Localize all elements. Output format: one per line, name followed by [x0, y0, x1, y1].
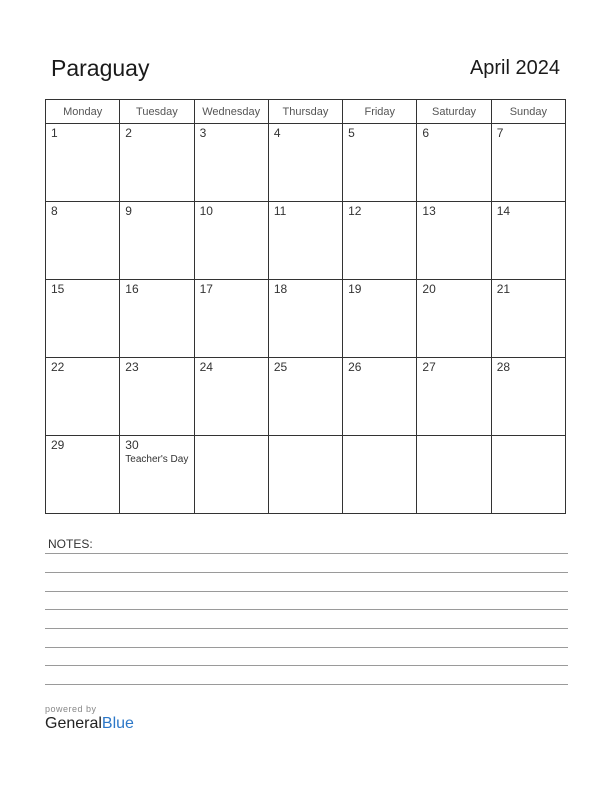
day-cell: [268, 280, 342, 358]
day-number: 7: [496, 126, 504, 140]
calendar-week-row: [46, 358, 566, 436]
weekday-tuesday: Tuesday: [120, 100, 194, 124]
day-cell: [268, 202, 342, 280]
day-number: 17: [199, 282, 213, 296]
weekday-thursday: Thursday: [268, 100, 342, 124]
day-cell: [417, 358, 491, 436]
day-number: 1: [51, 126, 58, 140]
weekday-header-row: [46, 100, 566, 124]
weekday-saturday: Saturday: [417, 100, 491, 124]
logo-general: General: [45, 715, 102, 732]
brand-footer: [45, 704, 134, 733]
day-cell: [46, 280, 120, 358]
day-number: 13: [422, 204, 436, 218]
day-cell: [120, 436, 194, 514]
day-number: 6: [422, 126, 430, 140]
day-number: 29: [51, 438, 65, 452]
day-number: 30: [125, 438, 139, 452]
day-cell: [120, 124, 194, 202]
day-cell: [343, 124, 417, 202]
day-cell: [194, 280, 268, 358]
day-cell: [491, 280, 565, 358]
day-number: 14: [496, 204, 511, 218]
day-number: 8: [51, 204, 58, 218]
day-number: 12: [348, 204, 362, 218]
note-line: [45, 628, 568, 629]
weekday-friday: Friday: [343, 100, 417, 124]
day-cell: [417, 280, 491, 358]
day-number: 11: [273, 204, 287, 218]
day-number: 24: [199, 360, 213, 374]
day-number: 5: [348, 126, 355, 140]
notes-label: NOTES:: [48, 537, 93, 551]
day-cell: [46, 202, 120, 280]
month-year-title: April 2024: [469, 57, 560, 79]
day-number: 18: [273, 282, 288, 296]
day-cell: [268, 436, 342, 514]
calendar-week-row: [46, 124, 566, 202]
day-number: 3: [199, 126, 207, 140]
calendar-week-row: [46, 202, 566, 280]
day-cell: [417, 202, 491, 280]
day-cell: [194, 202, 268, 280]
day-cell: [491, 202, 565, 280]
day-cell: [120, 280, 194, 358]
day-number: 27: [422, 360, 436, 374]
day-number: 25: [273, 360, 288, 374]
day-cell: [46, 436, 120, 514]
day-cell: [194, 124, 268, 202]
weekday-monday: Monday: [46, 100, 120, 124]
day-cell: [120, 202, 194, 280]
day-cell: [343, 202, 417, 280]
day-number: 28: [496, 360, 511, 374]
day-number: 4: [273, 126, 281, 140]
note-line: [45, 591, 568, 592]
day-number: 21: [496, 282, 511, 296]
calendar-week-row: [46, 436, 566, 514]
day-number: 16: [125, 282, 139, 296]
weekday-sunday: Sunday: [491, 100, 565, 124]
note-line: [45, 647, 568, 648]
day-cell: [194, 358, 268, 436]
day-cell: [120, 358, 194, 436]
country-title: Paraguay: [51, 55, 150, 81]
day-cell: [46, 124, 120, 202]
day-cell: [46, 358, 120, 436]
day-number: 26: [348, 360, 362, 374]
day-number: 10: [199, 204, 213, 218]
note-line: [45, 684, 568, 685]
day-number: 19: [348, 282, 362, 296]
day-cell: [491, 124, 565, 202]
day-number: 15: [51, 282, 65, 296]
day-cell: [343, 280, 417, 358]
day-number: 20: [422, 282, 436, 296]
holiday-event: Teacher's Day: [125, 454, 189, 465]
powered-by-text: powered by: [45, 704, 97, 714]
note-line: [45, 665, 568, 666]
day-cell: [491, 358, 565, 436]
calendar-grid: [45, 99, 566, 514]
calendar-week-row: [46, 280, 566, 358]
day-number: 2: [125, 126, 132, 140]
day-number: 22: [51, 360, 65, 374]
day-cell: [268, 124, 342, 202]
calendar-body: [46, 124, 566, 514]
day-number: 9: [125, 204, 132, 218]
note-line: [45, 609, 568, 610]
day-cell: [268, 358, 342, 436]
note-line: [45, 553, 568, 554]
generalblue-logo[interactable]: [45, 715, 134, 733]
weekday-wednesday: Wednesday: [194, 100, 268, 124]
day-cell: [194, 436, 268, 514]
logo-blue: Blue: [101, 715, 134, 732]
day-cell: [343, 436, 417, 514]
day-cell: [417, 436, 491, 514]
note-line: [45, 572, 568, 573]
day-cell: [343, 358, 417, 436]
day-cell: [417, 124, 491, 202]
day-cell: [491, 436, 565, 514]
day-number: 23: [125, 360, 139, 374]
